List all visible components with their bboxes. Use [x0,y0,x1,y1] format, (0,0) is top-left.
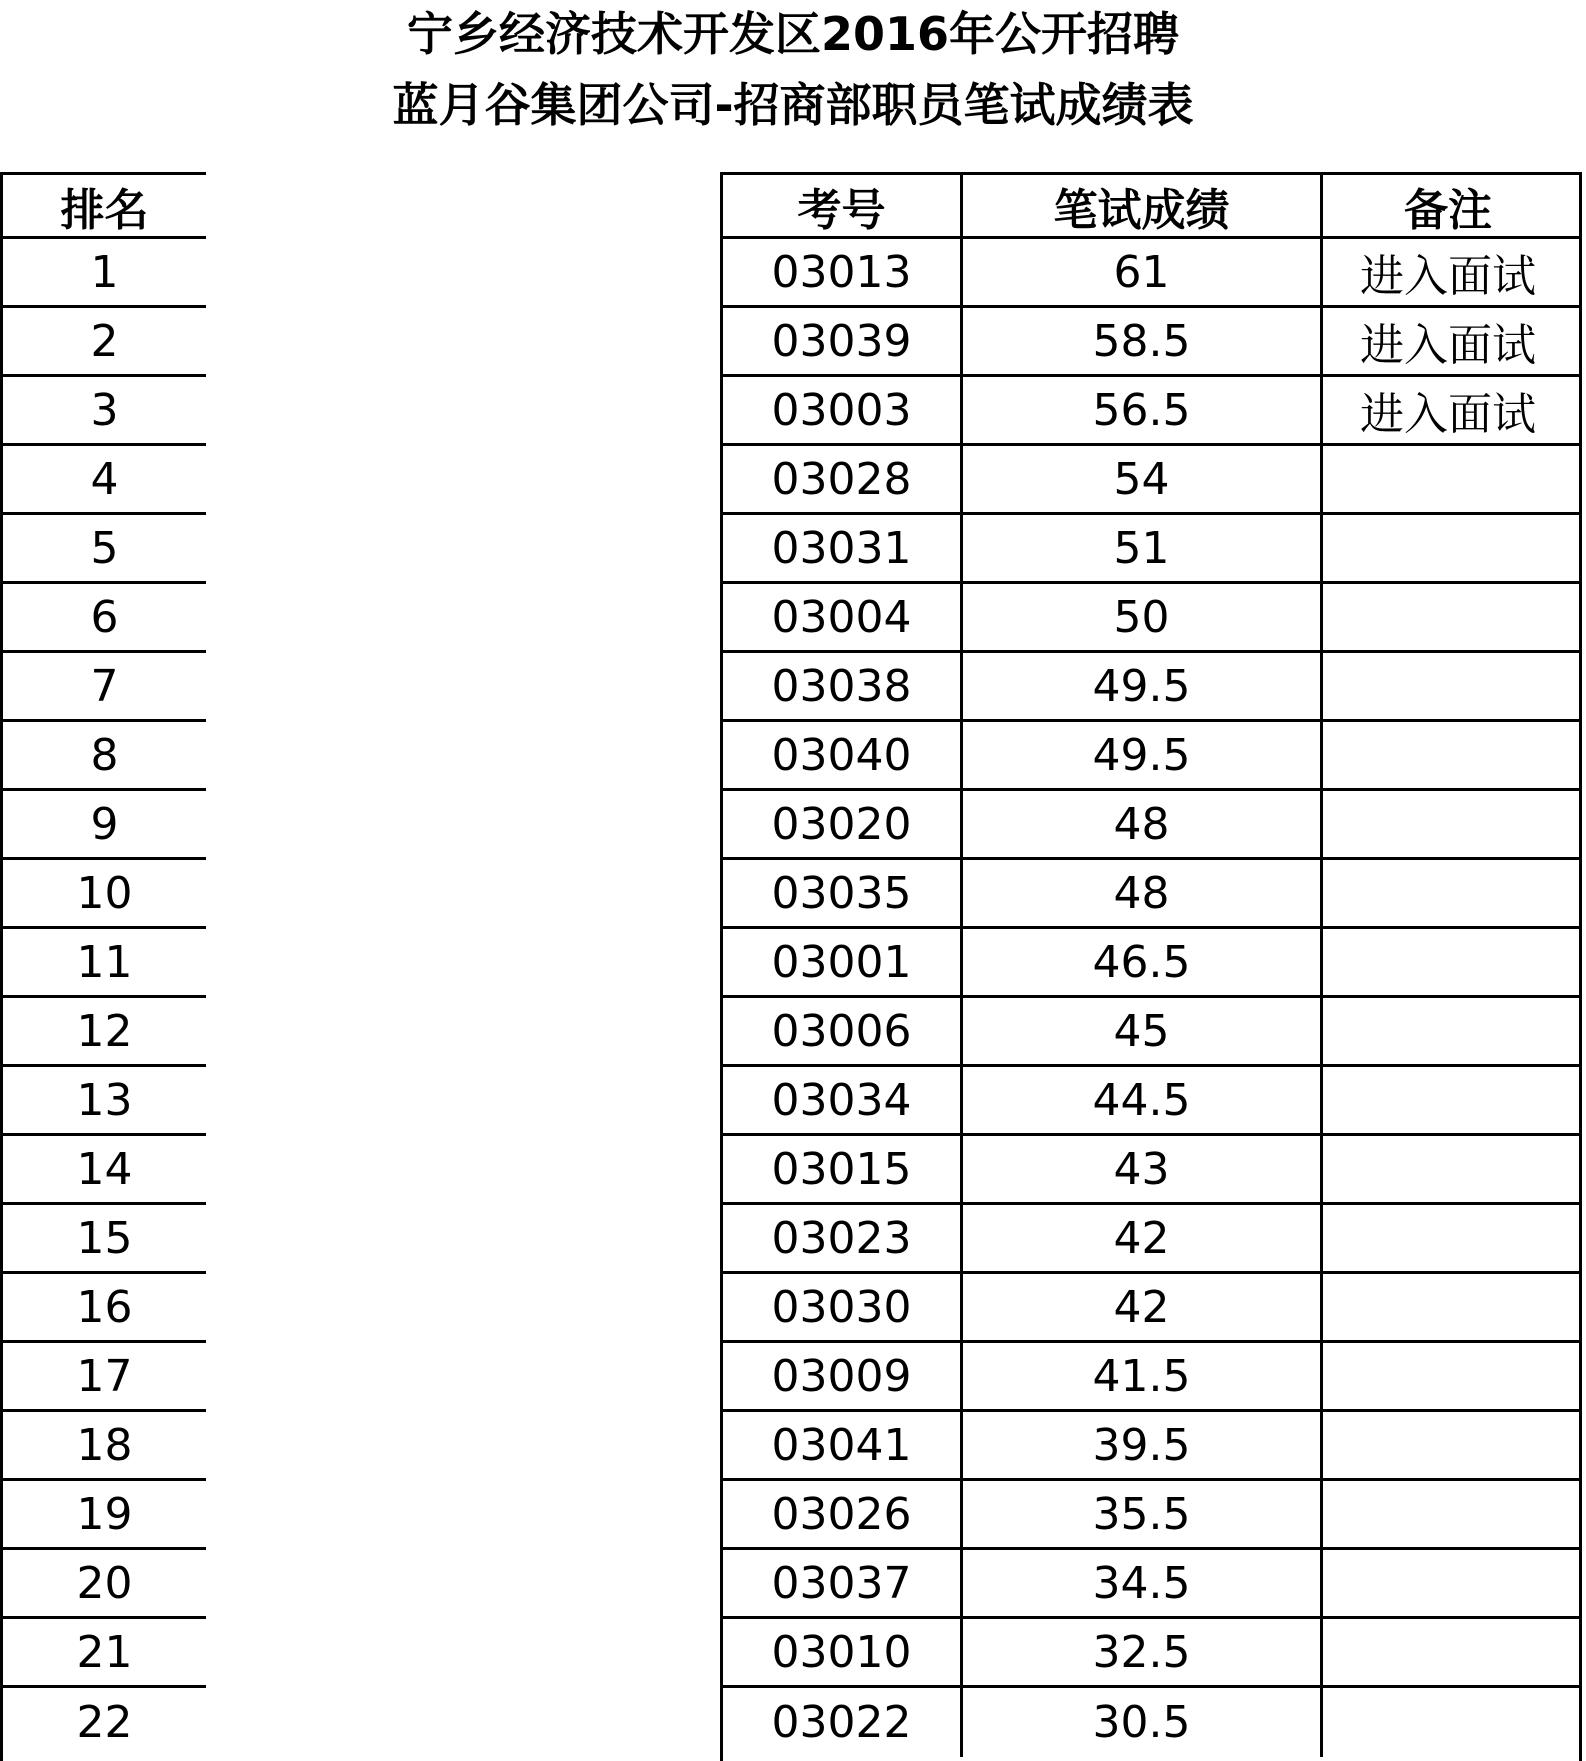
exam-id-cell: 03004 [723,584,963,650]
note-cell [1323,998,1573,1064]
table-row [723,584,1579,653]
table-row [3,1205,206,1274]
table-row [3,377,206,446]
exam-id-cell: 03041 [723,1412,963,1478]
score-cell: 34.5 [963,1550,1323,1616]
note-cell [1323,1274,1573,1340]
table-row [723,1136,1579,1205]
exam-id-cell: 03040 [723,722,963,788]
note-cell [1323,791,1573,857]
note-cell [1323,1412,1573,1478]
rank-cell: 16 [76,1281,133,1333]
score-cell: 39.5 [963,1412,1323,1478]
table-row [3,722,206,791]
score-cell: 58.5 [963,308,1323,374]
note-cell [1323,1481,1573,1547]
exam-id-cell: 03028 [723,446,963,512]
score-cell: 41.5 [963,1343,1323,1409]
rank-cell: 20 [76,1557,133,1609]
table-row [3,1550,206,1619]
score-cell: 49.5 [963,722,1323,788]
table-row [3,515,206,584]
rank-cell: 14 [76,1143,133,1195]
rank-cell: 3 [90,384,119,436]
score-cell: 35.5 [963,1481,1323,1547]
rank-cell: 13 [76,1074,133,1126]
exam-id-cell: 03037 [723,1550,963,1616]
exam-id-cell: 03030 [723,1274,963,1340]
exam-id-cell: 03001 [723,929,963,995]
table-row [723,515,1579,584]
score-cell: 42 [963,1205,1323,1271]
table-row [3,584,206,653]
exam-id-cell: 03039 [723,308,963,374]
score-cell: 45 [963,998,1323,1064]
score-cell: 48 [963,791,1323,857]
note-cell [1323,515,1573,581]
score-cell: 32.5 [963,1619,1323,1685]
rank-rows [3,239,206,1757]
rank-cell: 18 [76,1419,133,1471]
rank-cell: 4 [90,453,119,505]
table-row [723,377,1579,446]
note-cell [1323,1688,1573,1757]
exam-id-cell: 03006 [723,998,963,1064]
rank-cell: 21 [76,1626,133,1678]
table-row [3,791,206,860]
note-cell [1323,722,1573,788]
exam-id-cell: 03026 [723,1481,963,1547]
rank-cell: 5 [90,522,119,574]
exam-id-cell: 03031 [723,515,963,581]
score-cell: 56.5 [963,377,1323,443]
page-title-line-1: 宁乡经济技术开发区2016年公开招聘 [406,7,1180,61]
table-row [3,653,206,722]
score-cell: 30.5 [963,1688,1323,1757]
exam-id-cell: 03013 [723,239,963,305]
note-cell [1323,584,1573,650]
note-cell: 进入面试 [1360,389,1536,440]
table-row [3,1619,206,1688]
note-cell [1323,1550,1573,1616]
table-row [3,1136,206,1205]
score-cell: 50 [963,584,1323,650]
table-row [3,1343,206,1412]
table-row [723,860,1579,929]
score-cell: 48 [963,860,1323,926]
table-row [3,860,206,929]
note-cell [1323,1205,1573,1271]
table-row [3,929,206,998]
table-row [723,722,1579,791]
note-cell [1323,929,1573,995]
table-row [3,1274,206,1343]
score-header: 笔试成绩 [963,175,1323,236]
note-cell [1323,860,1573,926]
rank-column [3,175,206,1757]
page-title-line-2: 蓝月谷集团公司-招商部职员笔试成绩表 [392,78,1194,132]
rank-cell: 19 [76,1488,133,1540]
table-row [723,1412,1579,1481]
score-cell: 46.5 [963,929,1323,995]
note-cell [1323,1619,1573,1685]
score-cell: 54 [963,446,1323,512]
exam-id-cell: 03038 [723,653,963,719]
table-row [723,1205,1579,1274]
score-cell: 42 [963,1274,1323,1340]
table-row [723,308,1579,377]
note-header: 备注 [1404,184,1492,236]
table-row [723,1067,1579,1136]
rank-cell: 11 [76,936,133,988]
note-cell [1323,1067,1573,1133]
note-cell [1323,653,1573,719]
score-table [723,175,1579,1757]
rank-cell: 2 [90,315,119,367]
table-header-row [723,175,1579,239]
table-row [3,239,206,308]
table-row [3,998,206,1067]
exam-id-cell: 03015 [723,1136,963,1202]
score-cell: 51 [963,515,1323,581]
note-cell: 进入面试 [1360,320,1536,371]
table-row [723,929,1579,998]
table-row [723,1550,1579,1619]
score-cell: 61 [963,239,1323,305]
score-cell: 44.5 [963,1067,1323,1133]
exam-id-cell: 03003 [723,377,963,443]
table-row [723,1481,1579,1550]
table-row [3,1688,206,1757]
rank-cell: 7 [90,660,119,712]
table-row [3,1412,206,1481]
exam-id-cell: 03020 [723,791,963,857]
note-cell [1323,1343,1573,1409]
rank-cell: 15 [76,1212,133,1264]
table-row [723,239,1579,308]
rank-cell: 12 [76,1005,133,1057]
table-row [3,1067,206,1136]
rank-cell: 1 [90,246,119,298]
exam-id-cell: 03034 [723,1067,963,1133]
table-row [723,446,1579,515]
note-cell: 进入面试 [1360,251,1536,302]
table-row [723,791,1579,860]
table-row [723,1619,1579,1688]
score-cell: 43 [963,1136,1323,1202]
score-cell: 49.5 [963,653,1323,719]
rank-cell: 9 [90,798,119,850]
table-row [723,1688,1579,1757]
table-row [723,653,1579,722]
rank-cell: 10 [76,867,133,919]
table-row [723,998,1579,1067]
rank-header: 排名 [60,184,149,236]
table-row [3,446,206,515]
exam-id-cell: 03022 [723,1688,963,1757]
table-rows [723,239,1579,1757]
rank-cell: 22 [76,1697,133,1748]
note-cell [1323,446,1573,512]
exam-id-cell: 03010 [723,1619,963,1685]
rank-header-row [3,175,206,239]
rank-cell: 17 [76,1350,133,1402]
table-row [3,1481,206,1550]
exam-id-cell: 03035 [723,860,963,926]
table-row [3,308,206,377]
table-row [723,1343,1579,1412]
note-cell [1323,1136,1573,1202]
exam-id-header: 考号 [723,175,963,236]
table-row [723,1274,1579,1343]
exam-id-cell: 03023 [723,1205,963,1271]
rank-cell: 8 [90,729,119,781]
exam-id-cell: 03009 [723,1343,963,1409]
rank-cell: 6 [90,591,119,643]
